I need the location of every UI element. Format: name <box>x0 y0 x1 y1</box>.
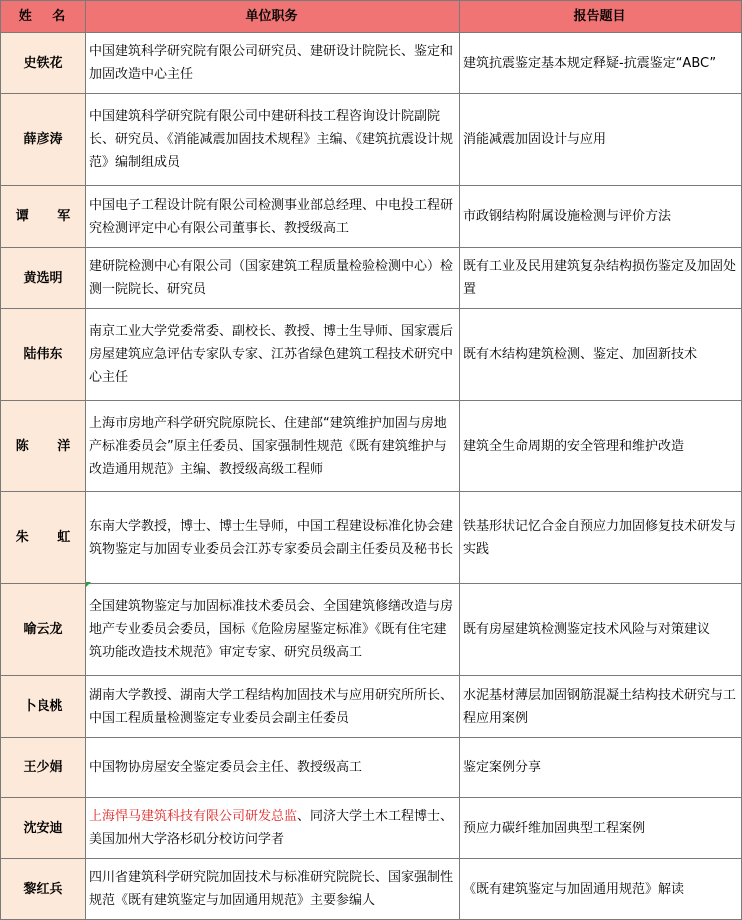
position-rest: 、同济大学土木工程博士、美国加州大学洛杉矶分校访问学者 <box>89 809 454 847</box>
speaker-position: 中国物协房屋安全鉴定委员会主任、教授级高工 <box>86 738 460 798</box>
report-topic: 建筑全生命周期的安全管理和维护改造 <box>460 401 742 492</box>
table-row <box>1 309 742 401</box>
speaker-name: 黎红兵 <box>1 859 86 920</box>
speaker-name: 沈安迪 <box>1 798 86 859</box>
table-row <box>1 676 742 738</box>
speaker-position: 四川省建筑科学研究院加固技术与标准研究院院长、国家强制性规范《既有建筑鉴定与加固通用规范》主要参编人 <box>86 859 460 920</box>
report-topic: 《既有建筑鉴定与加固通用规范》解读 <box>460 859 742 920</box>
report-topic: 铁基形状记忆合金自预应力加固修复技术研发与实践 <box>460 492 742 584</box>
speaker-name: 卜良桃 <box>1 676 86 738</box>
table-row <box>1 33 742 94</box>
speaker-name: 朱 虹 <box>1 492 86 584</box>
speaker-position: 中国建筑科学研究院有限公司中建研科技工程咨询设计院副院长、研究员、《消能减震加固技术规程》主编、《建筑抗震设计规范》编制组成员 <box>86 94 460 186</box>
speaker-position: 全国建筑物鉴定与加固标准技术委员会、全国建筑修缮改造与房地产专业委员会委员，国标《危险房屋鉴定标准》《既有住宅建筑功能改造技术规范》审定专家、研究员级高工 <box>86 584 460 676</box>
speaker-name: 黄选明 <box>1 248 86 309</box>
speaker-name: 史铁花 <box>1 33 86 94</box>
company-highlight: 上海悍马建筑科技有限公司研发总监 <box>89 809 298 824</box>
table-row <box>1 401 742 492</box>
speaker-name: 喻云龙 <box>1 584 86 676</box>
table-row <box>1 859 742 920</box>
speaker-position: 建研院检测中心有限公司（国家建筑工程质量检验检测中心）检测一院院长、研究员 <box>86 248 460 309</box>
report-topic: 水泥基材薄层加固钢筋混凝土结构技术研究与工程应用案例 <box>460 676 742 738</box>
table-row <box>1 186 742 248</box>
report-topic: 市政钢结构附属设施检测与评价方法 <box>460 186 742 248</box>
speaker-name: 陈 洋 <box>1 401 86 492</box>
speaker-name: 谭 军 <box>1 186 86 248</box>
speaker-position: 中国电子工程设计院有限公司检测事业部总经理、中电投工程研究检测评定中心有限公司董事长、教授级高工 <box>86 186 460 248</box>
speaker-name: 陆伟东 <box>1 309 86 401</box>
table-row <box>1 94 742 186</box>
speaker-name: 王少娟 <box>1 738 86 798</box>
header-name: 姓 名 <box>1 1 86 33</box>
report-topic: 建筑抗震鉴定基本规定释疑-抗震鉴定“ABC” <box>460 33 742 94</box>
table-row <box>1 248 742 309</box>
speaker-name: 薛彦涛 <box>1 94 86 186</box>
header-topic: 报告题目 <box>460 1 742 33</box>
speaker-position: 南京工业大学党委常委、副校长、教授、博士生导师、国家震后房屋建筑应急评估专家队专家、江苏省绿色建筑工程技术研究中心主任 <box>86 309 460 401</box>
header-row <box>1 1 742 33</box>
speaker-position: 东南大学教授，博士、博士生导师，中国工程建设标准化协会建筑物鉴定与加固专业委员会江苏专家委员会副主任委员及秘书长 <box>86 492 460 584</box>
report-topic: 既有木结构建筑检测、鉴定、加固新技术 <box>460 309 742 401</box>
report-topic: 既有工业及民用建筑复杂结构损伤鉴定及加固处置 <box>460 248 742 309</box>
table-row <box>1 798 742 859</box>
report-topic: 既有房屋建筑检测鉴定技术风险与对策建议 <box>460 584 742 676</box>
table-row <box>1 584 742 676</box>
report-topic: 消能减震加固设计与应用 <box>460 94 742 186</box>
speaker-position: 湖南大学教授、湖南大学工程结构加固技术与应用研究所所长、中国工程质量检测鉴定专业委员会副主任委员 <box>86 676 460 738</box>
header-position: 单位职务 <box>86 1 460 33</box>
report-topic: 鉴定案例分享 <box>460 738 742 798</box>
cell-comment-marker <box>86 582 91 587</box>
speaker-position <box>86 798 460 859</box>
speaker-position: 上海市房地产科学研究院原院长、住建部“建筑维护加固与房地产标准委员会”原主任委员、国家强制性规范《既有建筑维护与改造通用规范》主编、教授级高级工程师 <box>86 401 460 492</box>
speaker-position: 中国建筑科学研究院有限公司研究员、建研设计院院长、鉴定和加固改造中心主任 <box>86 33 460 94</box>
report-topic: 预应力碳纤维加固典型工程案例 <box>460 798 742 859</box>
table-row <box>1 738 742 798</box>
table-row <box>1 492 742 584</box>
